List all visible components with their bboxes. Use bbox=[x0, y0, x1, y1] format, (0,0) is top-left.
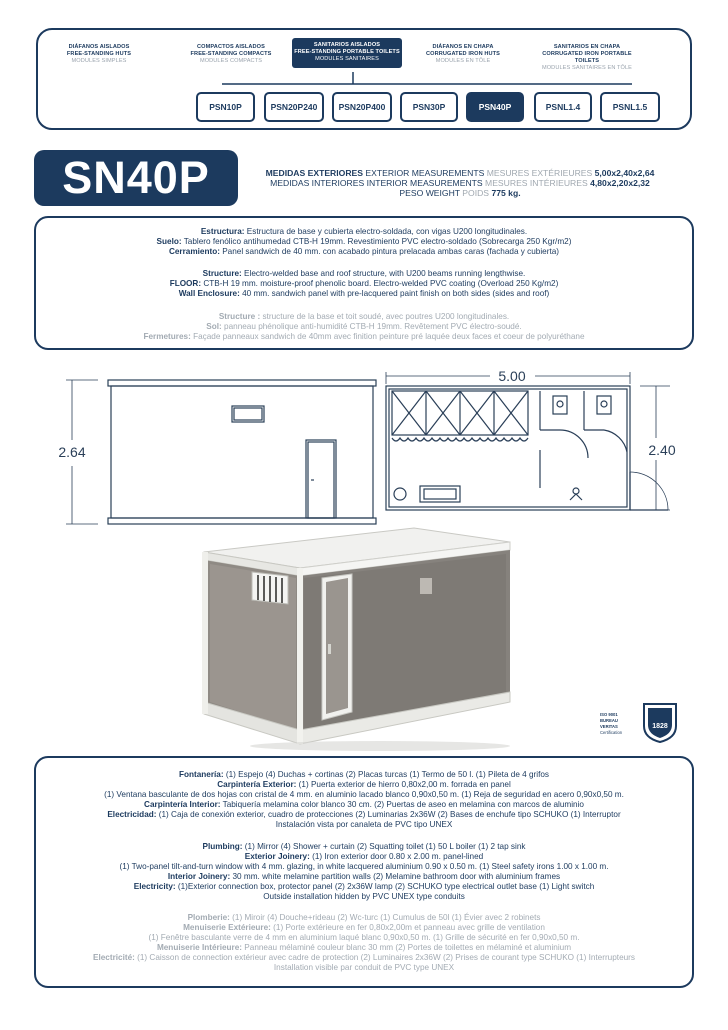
spec-key: Structure: bbox=[202, 269, 242, 278]
spec-value: Estructura de base y cubierta electro-soldada, con vigas U200 longitudinales. bbox=[244, 227, 528, 236]
spec-key: Cerramiento: bbox=[168, 247, 220, 256]
category-label-fr: MODULES SIMPLES bbox=[71, 58, 127, 64]
spec-line bbox=[36, 279, 692, 289]
nav-connector bbox=[0, 0, 728, 140]
category-label-es: DIÁFANOS AISLADOS bbox=[68, 44, 130, 50]
spec-value: (1) Espejo (4) Duchas + cortinas (2) Placas turcas (1) Termo de 50 l. (1) Pileta de 4 grifos bbox=[223, 770, 550, 779]
model-tab-3[interactable]: PSN20P400 bbox=[332, 92, 392, 122]
length-dimension: 5.00 bbox=[498, 368, 526, 384]
structure-box bbox=[34, 216, 694, 350]
spec-line bbox=[36, 872, 692, 882]
spec-value: Panneau mélaminé couleur blanc 30 mm (2) Portes de toilettes en mélaminé et aluminium bbox=[242, 943, 572, 952]
category-label-fr: MODULES SANITAIRES EN TÔLE bbox=[541, 65, 633, 71]
spec-value: (1) Puerta exterior de hierro 0,80x2,00 m. forrada en panel bbox=[296, 780, 511, 789]
spec-line bbox=[36, 269, 692, 279]
spec-value: Panel sandwich de 40 mm. con acabado pintura prelacada ambas caras (fachada y cubierta) bbox=[219, 247, 560, 256]
category-label-fr: MODULES COMPACTS bbox=[199, 58, 263, 64]
spec-key: Carpintería Interior: bbox=[144, 800, 221, 809]
model-tab-1[interactable]: PSN10P bbox=[196, 92, 255, 122]
spec-line bbox=[36, 780, 692, 790]
category-label-fr: MODULES SANITAIRES bbox=[315, 56, 379, 62]
category-label-en: FREE-STANDING HUTS bbox=[66, 51, 132, 57]
model-tab-7[interactable]: PSNL1.5 bbox=[600, 92, 660, 122]
spec-key: Menuiserie Intérieure: bbox=[156, 943, 243, 952]
spec-value: panneau phénolique anti-humidité CTB-H 19mm. Revêtement PVC électro-soudé. bbox=[221, 322, 522, 331]
spec-value: (1) Ventana basculante de dos hojas con cristal de 4 mm. en aluminio lacado blanco 0,90x0,50 m. (1) Reja de seguridad en acero 0,90x0,50 m. bbox=[104, 790, 624, 799]
spec-value: Tablero fenólico antihumedad CTB-H 19mm. Revestimiento PVC electro-soldado (Sobrecarga 250 Kgr/m2) bbox=[181, 237, 572, 246]
spec-line bbox=[36, 933, 692, 943]
spec-line bbox=[36, 810, 692, 820]
category-label-en: FREE-STANDING PORTABLE TOILETS bbox=[294, 49, 400, 55]
svg-text:1828: 1828 bbox=[652, 723, 668, 730]
model-tab-4[interactable]: PSN30P bbox=[400, 92, 458, 122]
spec-line bbox=[36, 322, 692, 332]
spec-line bbox=[36, 289, 692, 299]
spec-line bbox=[36, 862, 692, 872]
spec-value: Installation visible par conduit de PVC type UNEX bbox=[273, 963, 455, 972]
floor-plan bbox=[386, 372, 670, 510]
spec-key: Electricity: bbox=[133, 882, 176, 891]
spec-line bbox=[36, 332, 692, 342]
spec-line bbox=[36, 852, 692, 862]
spec-value: Outside installation hidden by PVC UNEX type conduits bbox=[263, 892, 465, 901]
spec-value: 40 mm. sandwich panel with pre-lacquered paint finish on both sides (sides and roof) bbox=[239, 289, 550, 298]
spec-value: Façade panneaux sandwich de 40mm avec finition peinture pré laquée deux faces et coeur de polyuréthane bbox=[190, 332, 585, 341]
spec-value: (1) Fenêtre basculante verre de 4 mm en aluminium laqué blanc 0,90x0,50 m. (1) Grille de sécurité en fer 0,90x0,50 m. bbox=[148, 933, 580, 942]
spec-key: Plomberie: bbox=[187, 913, 230, 922]
model-tab-5[interactable]: PSN40P bbox=[466, 92, 524, 122]
spec-key: Carpintería Exterior: bbox=[217, 780, 297, 789]
spec-line bbox=[36, 842, 692, 852]
spec-value: (1) Caja de conexión exterior, cuadro de protecciones (2) Luminarias 2x36W (2) Bases de enchufe tipo SCHUKO (1) Interruptor bbox=[156, 810, 621, 819]
category-label-es: DIÁFANOS EN CHAPA bbox=[432, 44, 494, 50]
category-label-es: SANITARIOS AISLADOS bbox=[313, 42, 381, 48]
spec-key: Fermetures: bbox=[143, 332, 191, 341]
spec-key: FLOOR: bbox=[169, 279, 202, 288]
height-dimension: 2.64 bbox=[58, 444, 86, 460]
spec-line bbox=[36, 770, 692, 780]
spec-value: Electro-welded base and roof structure, with U200 beams running lengthwise. bbox=[241, 269, 526, 278]
spec-value: (1) Miroir (4) Douche+rideau (2) Wc-turc (1) Cumulus de 50l (1) Évier avec 2 robinets bbox=[229, 913, 541, 922]
spec-line bbox=[36, 923, 692, 933]
width-dimension: 2.40 bbox=[648, 442, 676, 458]
spec-value: (1) Iron exterior door 0.80 x 2.00 m. panel-lined bbox=[309, 852, 484, 861]
cabin-render bbox=[190, 516, 560, 752]
spec-key: Interior Joinery: bbox=[167, 872, 231, 881]
model-tab-6[interactable]: PSNL1.4 bbox=[534, 92, 592, 122]
spec-line bbox=[36, 227, 692, 237]
category-label-es: SANITARIOS EN CHAPA bbox=[553, 44, 621, 50]
model-tab-2[interactable]: PSN20P240 bbox=[264, 92, 324, 122]
spec-line bbox=[36, 953, 692, 963]
spec-line bbox=[36, 247, 692, 257]
spec-line bbox=[36, 943, 692, 953]
spec-value: Tabiquería melamina color blanco 30 cm. (2) Puertas de aseo en melamina con marcos de aluminio bbox=[220, 800, 584, 809]
spec-key: Suelo: bbox=[156, 237, 182, 246]
spec-line bbox=[36, 913, 692, 923]
spec-key: Electricidad: bbox=[107, 810, 157, 819]
spec-value: (1) Mirror (4) Shower + curtain (2) Squatting toilet (1) 50 L boiler (1) 2 tap sink bbox=[242, 842, 526, 851]
category-label-fr: MODULES EN TÔLE bbox=[435, 58, 491, 64]
category-label-en: FREE-STANDING COMPACTS bbox=[190, 51, 272, 57]
model-title: SN40P bbox=[34, 150, 238, 206]
spec-value: (1)Exterior connection box, protector panel (2) 2x36W lamp (2) SCHUKO type electrical outlet base (1) Light switch bbox=[175, 882, 595, 891]
category-label-es: COMPACTOS AISLADOS bbox=[197, 44, 265, 50]
spec-value: structure de la base et toit soudé, avec poutres U200 longitudinales. bbox=[260, 312, 510, 321]
iso-cert: ISO 9001 BUREAU VERITAS Certification bbox=[600, 712, 623, 735]
spec-key: Sol: bbox=[206, 322, 222, 331]
spec-key: Menuiserie Extérieure: bbox=[183, 923, 271, 932]
spec-key: Fontanería: bbox=[178, 770, 224, 779]
spec-line bbox=[36, 237, 692, 247]
bureau-veritas-seal bbox=[640, 700, 680, 744]
spec-value: Instalación vista por canaleta de PVC tipo UNEX bbox=[275, 820, 453, 829]
spec-line bbox=[36, 963, 692, 973]
spec-line bbox=[36, 820, 692, 830]
spec-line bbox=[36, 882, 692, 892]
measurements: MEDIDAS EXTERIORES EXTERIOR MEASUREMENTS MESURES EXTÉRIEURES 5,00x2,40x2,64 MEDIDAS INTERIORES INTERIOR MEASUREMENTS MESURES INTÉRIEURES 4,80x2,20x2,32 PESO WEIGHT POIDS 775 kg. bbox=[265, 168, 655, 198]
spec-key: Wall Enclosure: bbox=[178, 289, 240, 298]
spec-line bbox=[36, 800, 692, 810]
spec-key: Estructura: bbox=[200, 227, 245, 236]
spec-line bbox=[36, 892, 692, 902]
spec-value: 30 mm. white melamine partition walls (2) Melamine bathroom door with aluminium frames bbox=[230, 872, 561, 881]
spec-key: Electricité: bbox=[93, 953, 135, 962]
category-label-en: CORRUGATED IRON PORTABLE TOILETS bbox=[542, 51, 632, 64]
side-elevation bbox=[66, 380, 376, 524]
spec-key: Structure : bbox=[218, 312, 261, 321]
spec-key: Exterior Joinery: bbox=[244, 852, 310, 861]
spec-value: CTB-H 19 mm. moisture-proof phenolic board. Electro-welded PVC coating (Overload 250 Kg/m2) bbox=[201, 279, 559, 288]
spec-value: (1) Two-panel tilt-and-turn window with 4 mm. glazing, in white lacquered aluminium 0.90 x 0.50 m. (1) Steel safety irons 1.00 x 1.00 m. bbox=[119, 862, 609, 871]
spec-line bbox=[36, 312, 692, 322]
spec-line bbox=[36, 790, 692, 800]
spec-key: Plumbing: bbox=[202, 842, 243, 851]
spec-value: (1) Caisson de connection extérieur avec cadre de protection (2) Luminaires 2x36W (2) Prises de courant type SCHUKO (1) Interrupteurs bbox=[134, 953, 635, 962]
category-label-en: CORRUGATED IRON HUTS bbox=[426, 51, 500, 57]
equipment-box bbox=[34, 756, 694, 988]
spec-value: (1) Porte extérieure en fer 0,80x2,00m et panneau avec grille de ventilation bbox=[270, 923, 545, 932]
